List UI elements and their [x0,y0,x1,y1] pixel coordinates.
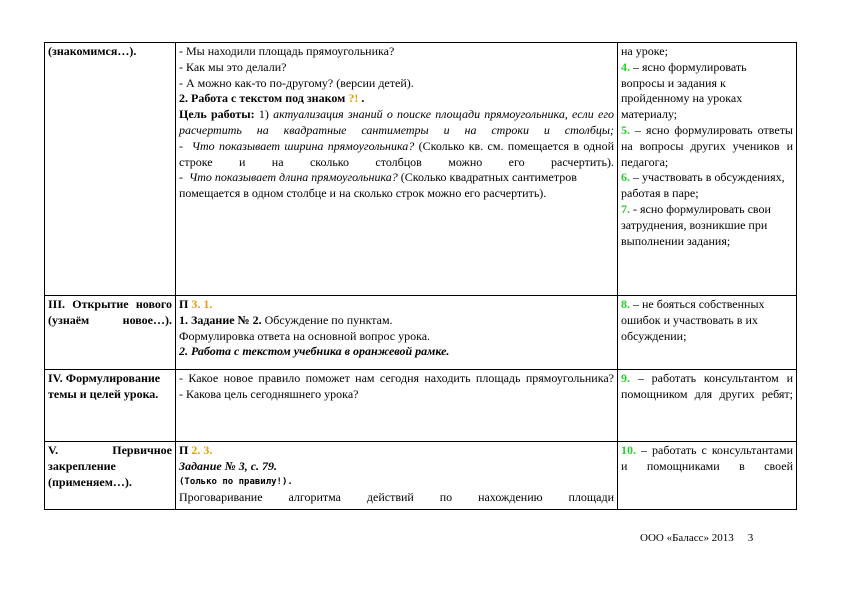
question-mark-sign: ?! [348,91,359,106]
activity-cell [176,370,618,442]
table-row [45,442,797,510]
textbook-marker: П 2. 3. [179,443,213,457]
task-heading: 2. Работа с текстом под знаком ?! . [179,91,365,106]
task-note: (Только по правилу!). [179,476,293,487]
skills-cell [618,370,797,442]
skills-cell [618,296,797,370]
activity-line: - Как мы это делали? [179,59,287,74]
activity-cell [176,43,618,296]
skills-line: на уроке; [621,44,668,58]
footer-org: ООО «Баласс» 2013 [640,532,734,544]
skill-item: 10. – работать с консультантами и помощниками в своей [621,443,793,473]
task-heading: 2. Работа с текстом учебника в оранжевой рамке. [179,344,450,359]
skill-item: 5. – ясно формулировать ответы на вопросы других учеников и педагога; [621,122,793,169]
lesson-plan-table [44,42,797,510]
question-paragraph: - Что показывает ширина прямоугольника? (Сколько кв. см. помещается в одной строке и на сколько столбцов можно его расчертить). [179,138,614,169]
stage-cell [45,442,176,510]
stage-cell [45,370,176,442]
table-row [45,43,797,296]
skill-item: 4. – ясно формулировать вопросы и задания к пройденному на уроках материалу; [621,59,747,122]
stage-cell [45,296,176,370]
activity-line: Проговаривание алгоритма действий по нахождению площади [179,490,614,505]
activity-line: - Мы находили площадь прямоугольника? [179,44,395,58]
stage-label: III. Открытие нового (узнаём новое…). [48,297,172,327]
skill-item: 9. – работать консультантом и помощником для других ребят; [621,371,793,401]
table-row [45,296,797,370]
stage-cell [45,43,176,296]
activity-line: - Какое новое правило поможет нам сегодня находить площадь прямоугольника? [179,371,614,385]
textbook-marker: П 3. 1. [179,297,213,311]
stage-label: IV. Формулирование темы и целей урока. [48,371,161,401]
activity-line: - Какова цель сегодняшнего урока? [179,386,359,401]
goal-paragraph: Цель работы: 1) актуализация знаний о поиске площади прямоугольника, если его расчертить на квадратные сантиметры и на строки и столбцы; [179,107,615,137]
skill-item: 7. - ясно формулировать свои затруднения, возникшие при выполнении задания; [621,201,771,248]
task-heading: Задание № 3, с. 79. [179,458,278,473]
activity-line: - А можно как-то по-другому? (версии детей). [179,75,414,90]
page-footer [640,532,753,544]
skills-cell [618,442,797,510]
question-paragraph: - Что показывает длина прямоугольника? (Сколько квадратных сантиметров помещается в одном столбце и на сколько строк можно его расчертить). [179,170,577,201]
page-number: 3 [747,532,754,544]
activity-cell [176,296,618,370]
activity-cell [176,442,618,510]
task-heading: 1. Задание № 2. Обсуждение по пунктам. [179,312,393,327]
table-row [45,370,797,442]
stage-label: (знакомимся…). [48,44,137,58]
skill-item: 6. – участвовать в обсуждениях, работая в паре; [621,170,785,201]
skill-item: 8. – не бояться собственных ошибок и участвовать в их обсуждении; [621,297,765,343]
skills-cell [618,43,797,296]
activity-line: Формулировка ответа на основной вопрос урока. [179,328,431,343]
stage-label: V. Первичное закрепление (применяем…). [48,443,172,489]
